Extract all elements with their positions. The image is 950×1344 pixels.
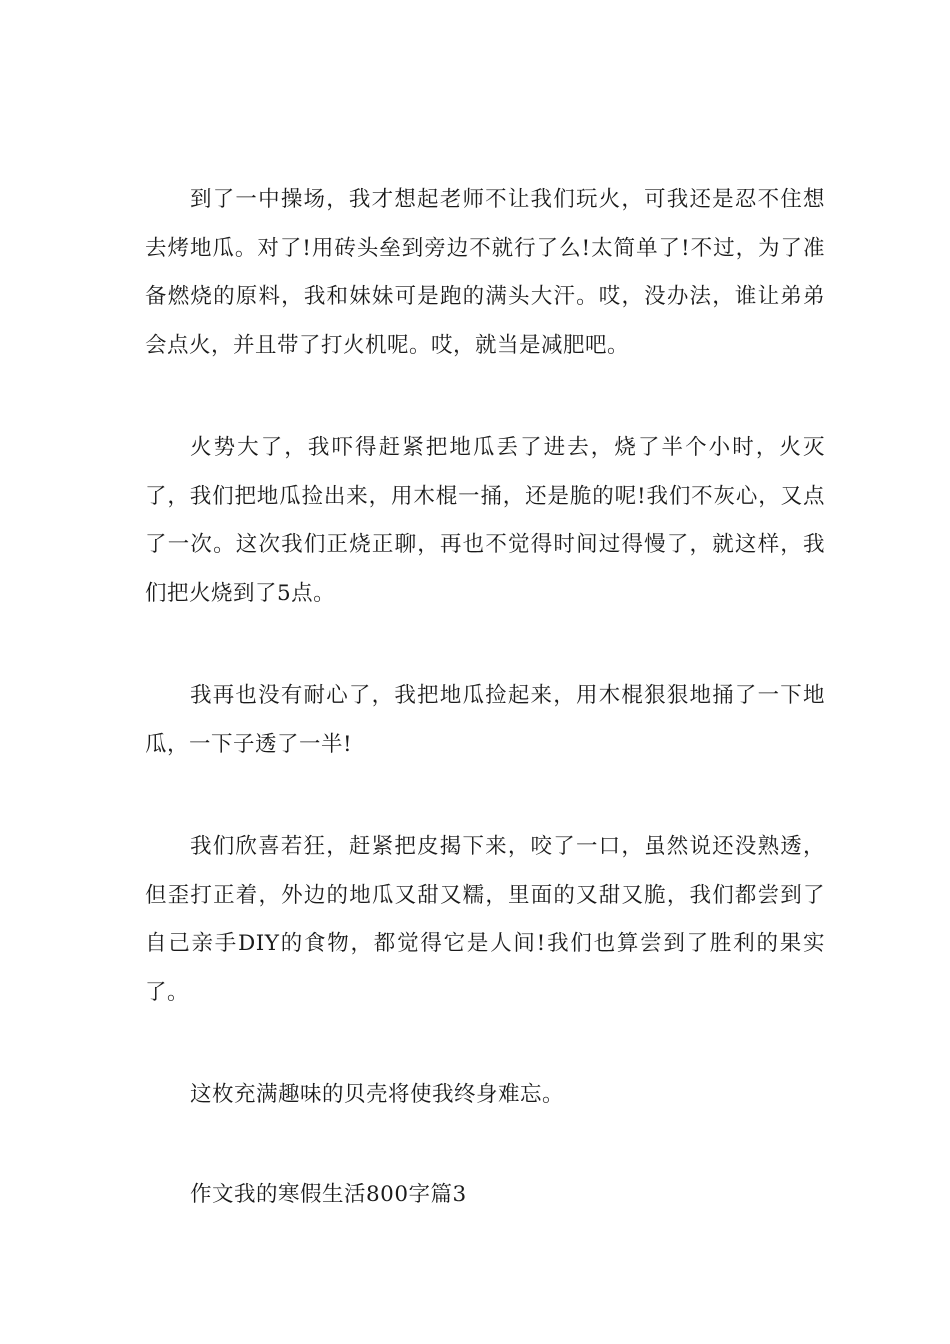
- paragraph-2: 火势大了，我吓得赶紧把地瓜丢了进去，烧了半个小时，火灭了，我们把地瓜捡出来，用木棍一捅，还是脆的呢!我们不灰心，又点了一次。这次我们正烧正聊，再也不觉得时间过得慢了，就这样，我们把火烧到了5点。: [145, 435, 825, 606]
- paragraph-5: 这枚充满趣味的贝壳将使我终身难忘。: [190, 1082, 565, 1107]
- section-heading: 作文我的寒假生活800字篇3: [190, 1182, 467, 1207]
- paragraph-3: 我再也没有耐心了，我把地瓜捡起来，用木棍狠狠地捅了一下地瓜，一下子透了一半!: [145, 683, 825, 757]
- paragraph-4: 我们欣喜若狂，赶紧把皮揭下来，咬了一口，虽然说还没熟透，但歪打正着，外边的地瓜又甜又糯，里面的又甜又脆，我们都尝到了自己亲手DIY的食物，都觉得它是人间!我们也算尝到了胜利的果实了。: [145, 834, 825, 1005]
- paragraph-1: 到了一中操场，我才想起老师不让我们玩火，可我还是忍不住想去烤地瓜。对了!用砖头垒到旁边不就行了么!太简单了!不过，为了准备燃烧的原料，我和妹妹可是跑的满头大汗。哎，没办法，谁让弟弟会点火，并且带了打火机呢。哎，就当是减肥吧。: [145, 187, 825, 358]
